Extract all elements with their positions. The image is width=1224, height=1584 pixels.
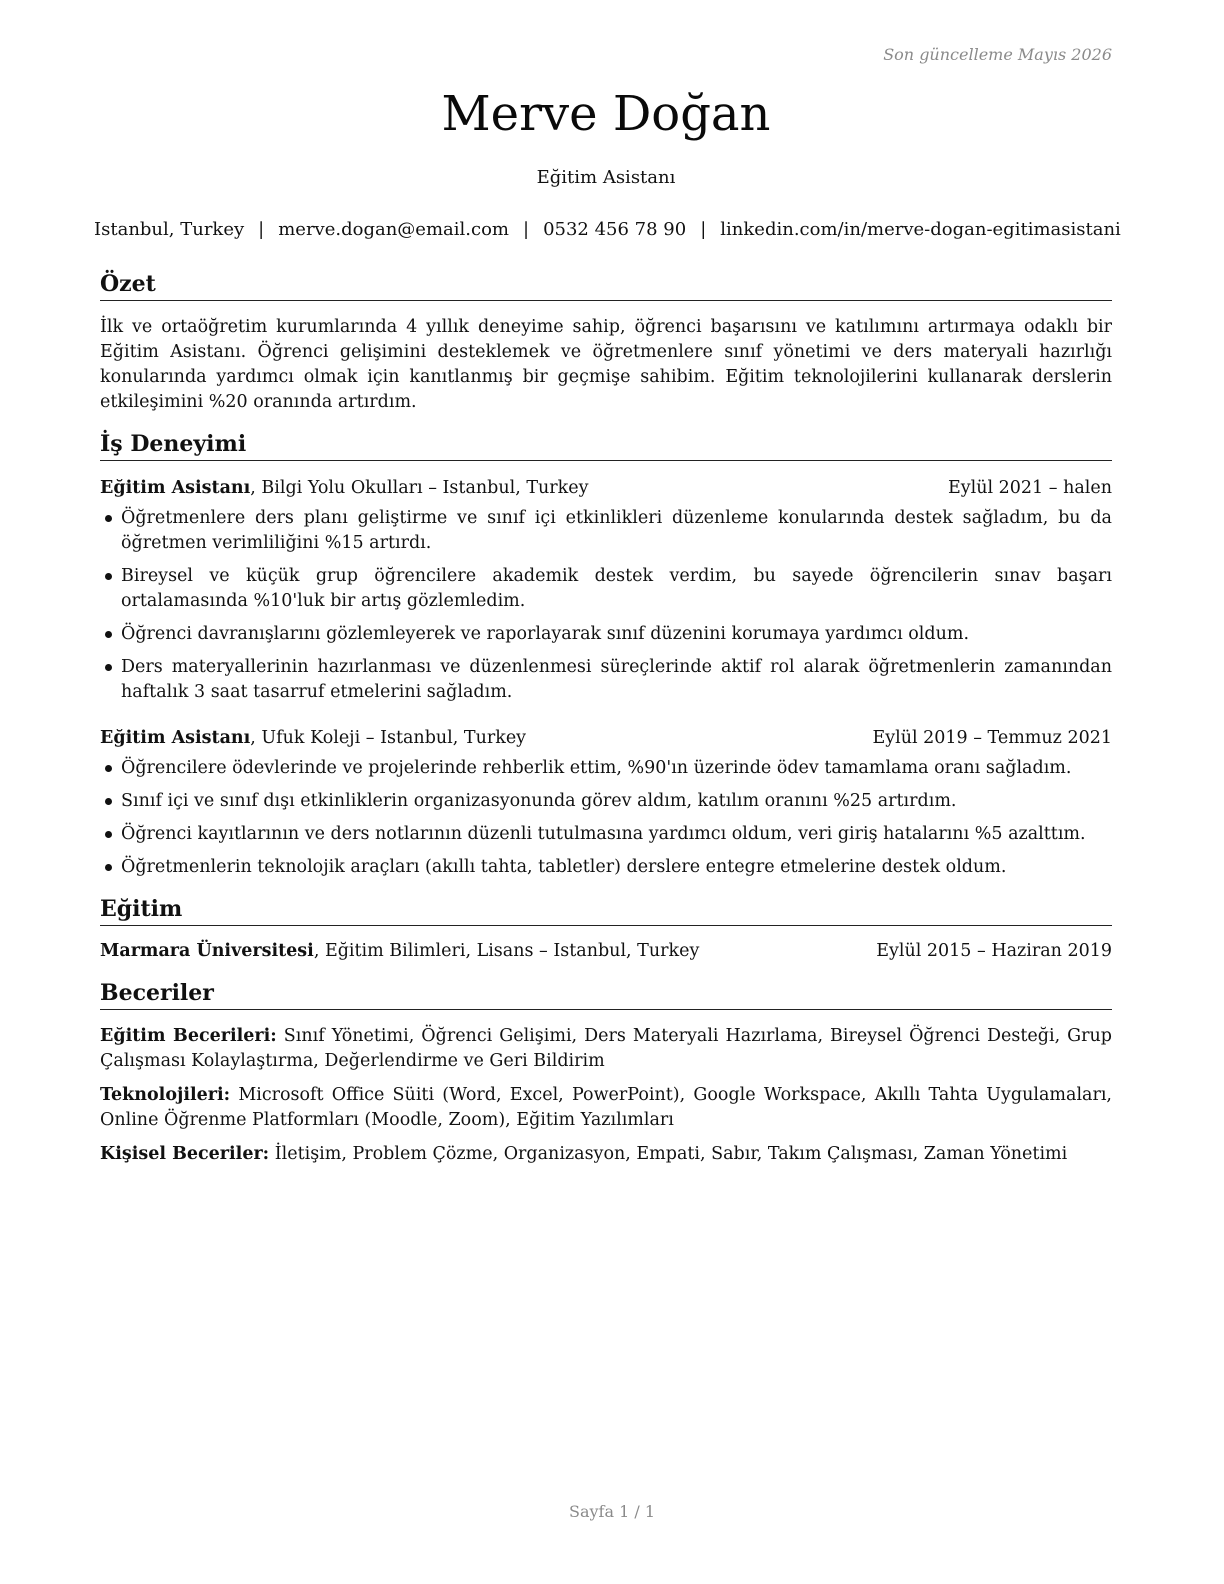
contact-phone: 0532 456 78 90 [543,219,687,240]
skill-group-personal [100,1142,1112,1167]
skill-group-technology [100,1083,1112,1133]
skill-group-education [100,1024,1112,1074]
job-bullet: Öğrenci kayıtlarının ve ders notlarının düzenli tutulmasına yardımcı oldum, veri giriş hatalarını %5 azalttım. [100,822,1112,847]
candidate-title: Eğitim Asistanı [536,167,676,188]
job-bullets [100,756,1112,880]
experience-section [100,431,1112,888]
skill-text: Microsoft Office Süiti (Word, Excel, PowerPoint), Google Workspace, Akıllı Tahta Uygulamaları, Online Öğrenme Platformları (Moodle, Zoom), Eğitim Yazılımları [100,1084,1112,1130]
skill-label: Kişisel Beceriler: [100,1143,270,1164]
job-dates: Eylül 2019 – Temmuz 2021 [872,727,1112,748]
contact-linkedin[interactable]: linkedin.com/in/merve-dogan-egitimasistani [720,219,1121,240]
contact-separator: | [700,219,707,240]
candidate-name: Merve Doğan [441,86,771,142]
education-entry [100,939,1112,964]
skills-heading: Beceriler [100,980,1112,1010]
skill-label: Teknolojileri: [100,1084,231,1105]
job-dates: Eylül 2021 – halen [947,477,1112,498]
job-entry [100,476,1112,705]
last-updated-note: Son güncelleme Mayıs 2026 [883,45,1112,64]
skill-text: Sınıf Yönetimi, Öğrenci Gelişimi, Ders Materyali Hazırlama, Bireysel Öğrenci Desteği, Grup Çalışması Kolaylaştırma, Değerlendirme ve Geri Bildirim [100,1025,1112,1071]
job-header [100,726,1112,751]
job-entry [100,726,1112,880]
job-bullet: Öğrencilere ödevlerinde ve projelerinde rehberlik ettim, %90'ın üzerinde ödev tamamlama oranı sağladım. [100,756,1112,781]
summary-heading: Özet [100,271,1112,301]
education-section [100,896,1112,964]
job-bullets [100,506,1112,705]
job-org: , Ufuk Koleji – Istanbul, Turkey [250,727,527,748]
skills-section [100,980,1112,1176]
summary-text: İlk ve ortaöğretim kurumlarında 4 yıllık deneyime sahip, öğrenci başarısını ve katılımını artırmaya odaklı bir Eğitim Asistanı. Öğrenci gelişimini desteklemek ve öğretmenlere sınıf yönetimi ve ders materyali hazırlığı konularında yardımcı olmak için kanıtlanmış bir geçmişe sahibim. Eğitim teknolojilerini kullanarak derslerin etkileşimini %20 oranında artırdım. [100,316,1112,412]
contact-email[interactable]: merve.dogan@email.com [278,219,509,240]
education-heading: Eğitim [100,896,1112,926]
job-bullet: Öğrenci davranışlarını gözlemleyerek ve raporlayarak sınıf düzenini korumaya yardımcı oldum. [100,622,1112,647]
job-bullet: Ders materyallerinin hazırlanması ve düzenlenmesi süreçlerinde aktif rol alarak öğretmenlerin zamanından haftalık 3 saat tasarruf etmelerini sağladım. [100,655,1112,705]
education-detail: , Eğitim Bilimleri, Lisans – Istanbul, Turkey [313,940,700,961]
job-role: Eğitim Asistanı [100,727,251,748]
summary-section [100,271,1112,415]
job-header [100,476,1112,501]
education-school: Marmara Üniversitesi [100,940,314,961]
contact-location: Istanbul, Turkey [94,219,245,240]
job-org: , Bilgi Yolu Okulları – Istanbul, Turkey [250,477,589,498]
contact-line [94,219,1121,240]
job-bullet: Bireysel ve küçük grup öğrencilere akademik destek verdim, bu sayede öğrencilerin sınav başarı ortalamasında %10'luk bir artış gözlemledim. [100,564,1112,614]
page-number: Sayfa 1 / 1 [568,1502,655,1521]
job-bullet: Öğretmenlerin teknolojik araçları (akıllı tahta, tabletler) derslere entegre etmelerine destek oldum. [100,855,1112,880]
skill-label: Eğitim Becerileri: [100,1025,277,1046]
job-bullet: Sınıf içi ve sınıf dışı etkinliklerin organizasyonunda görev aldım, katılım oranını %25 artırdım. [100,789,1112,814]
experience-heading: İş Deneyimi [100,431,1112,461]
skill-text: İletişim, Problem Çözme, Organizasyon, Empati, Sabır, Takım Çalışması, Zaman Yönetimi [269,1143,1068,1164]
job-role: Eğitim Asistanı [100,477,251,498]
contact-separator: | [522,219,530,240]
job-bullet: Öğretmenlere ders planı geliştirme ve sınıf içi etkinlikleri düzenleme konularında destek sağladım, bu da öğretmen verimliliğini %15 artırdı. [100,506,1112,556]
education-dates: Eylül 2015 – Haziran 2019 [876,940,1112,961]
contact-separator: | [258,219,265,240]
